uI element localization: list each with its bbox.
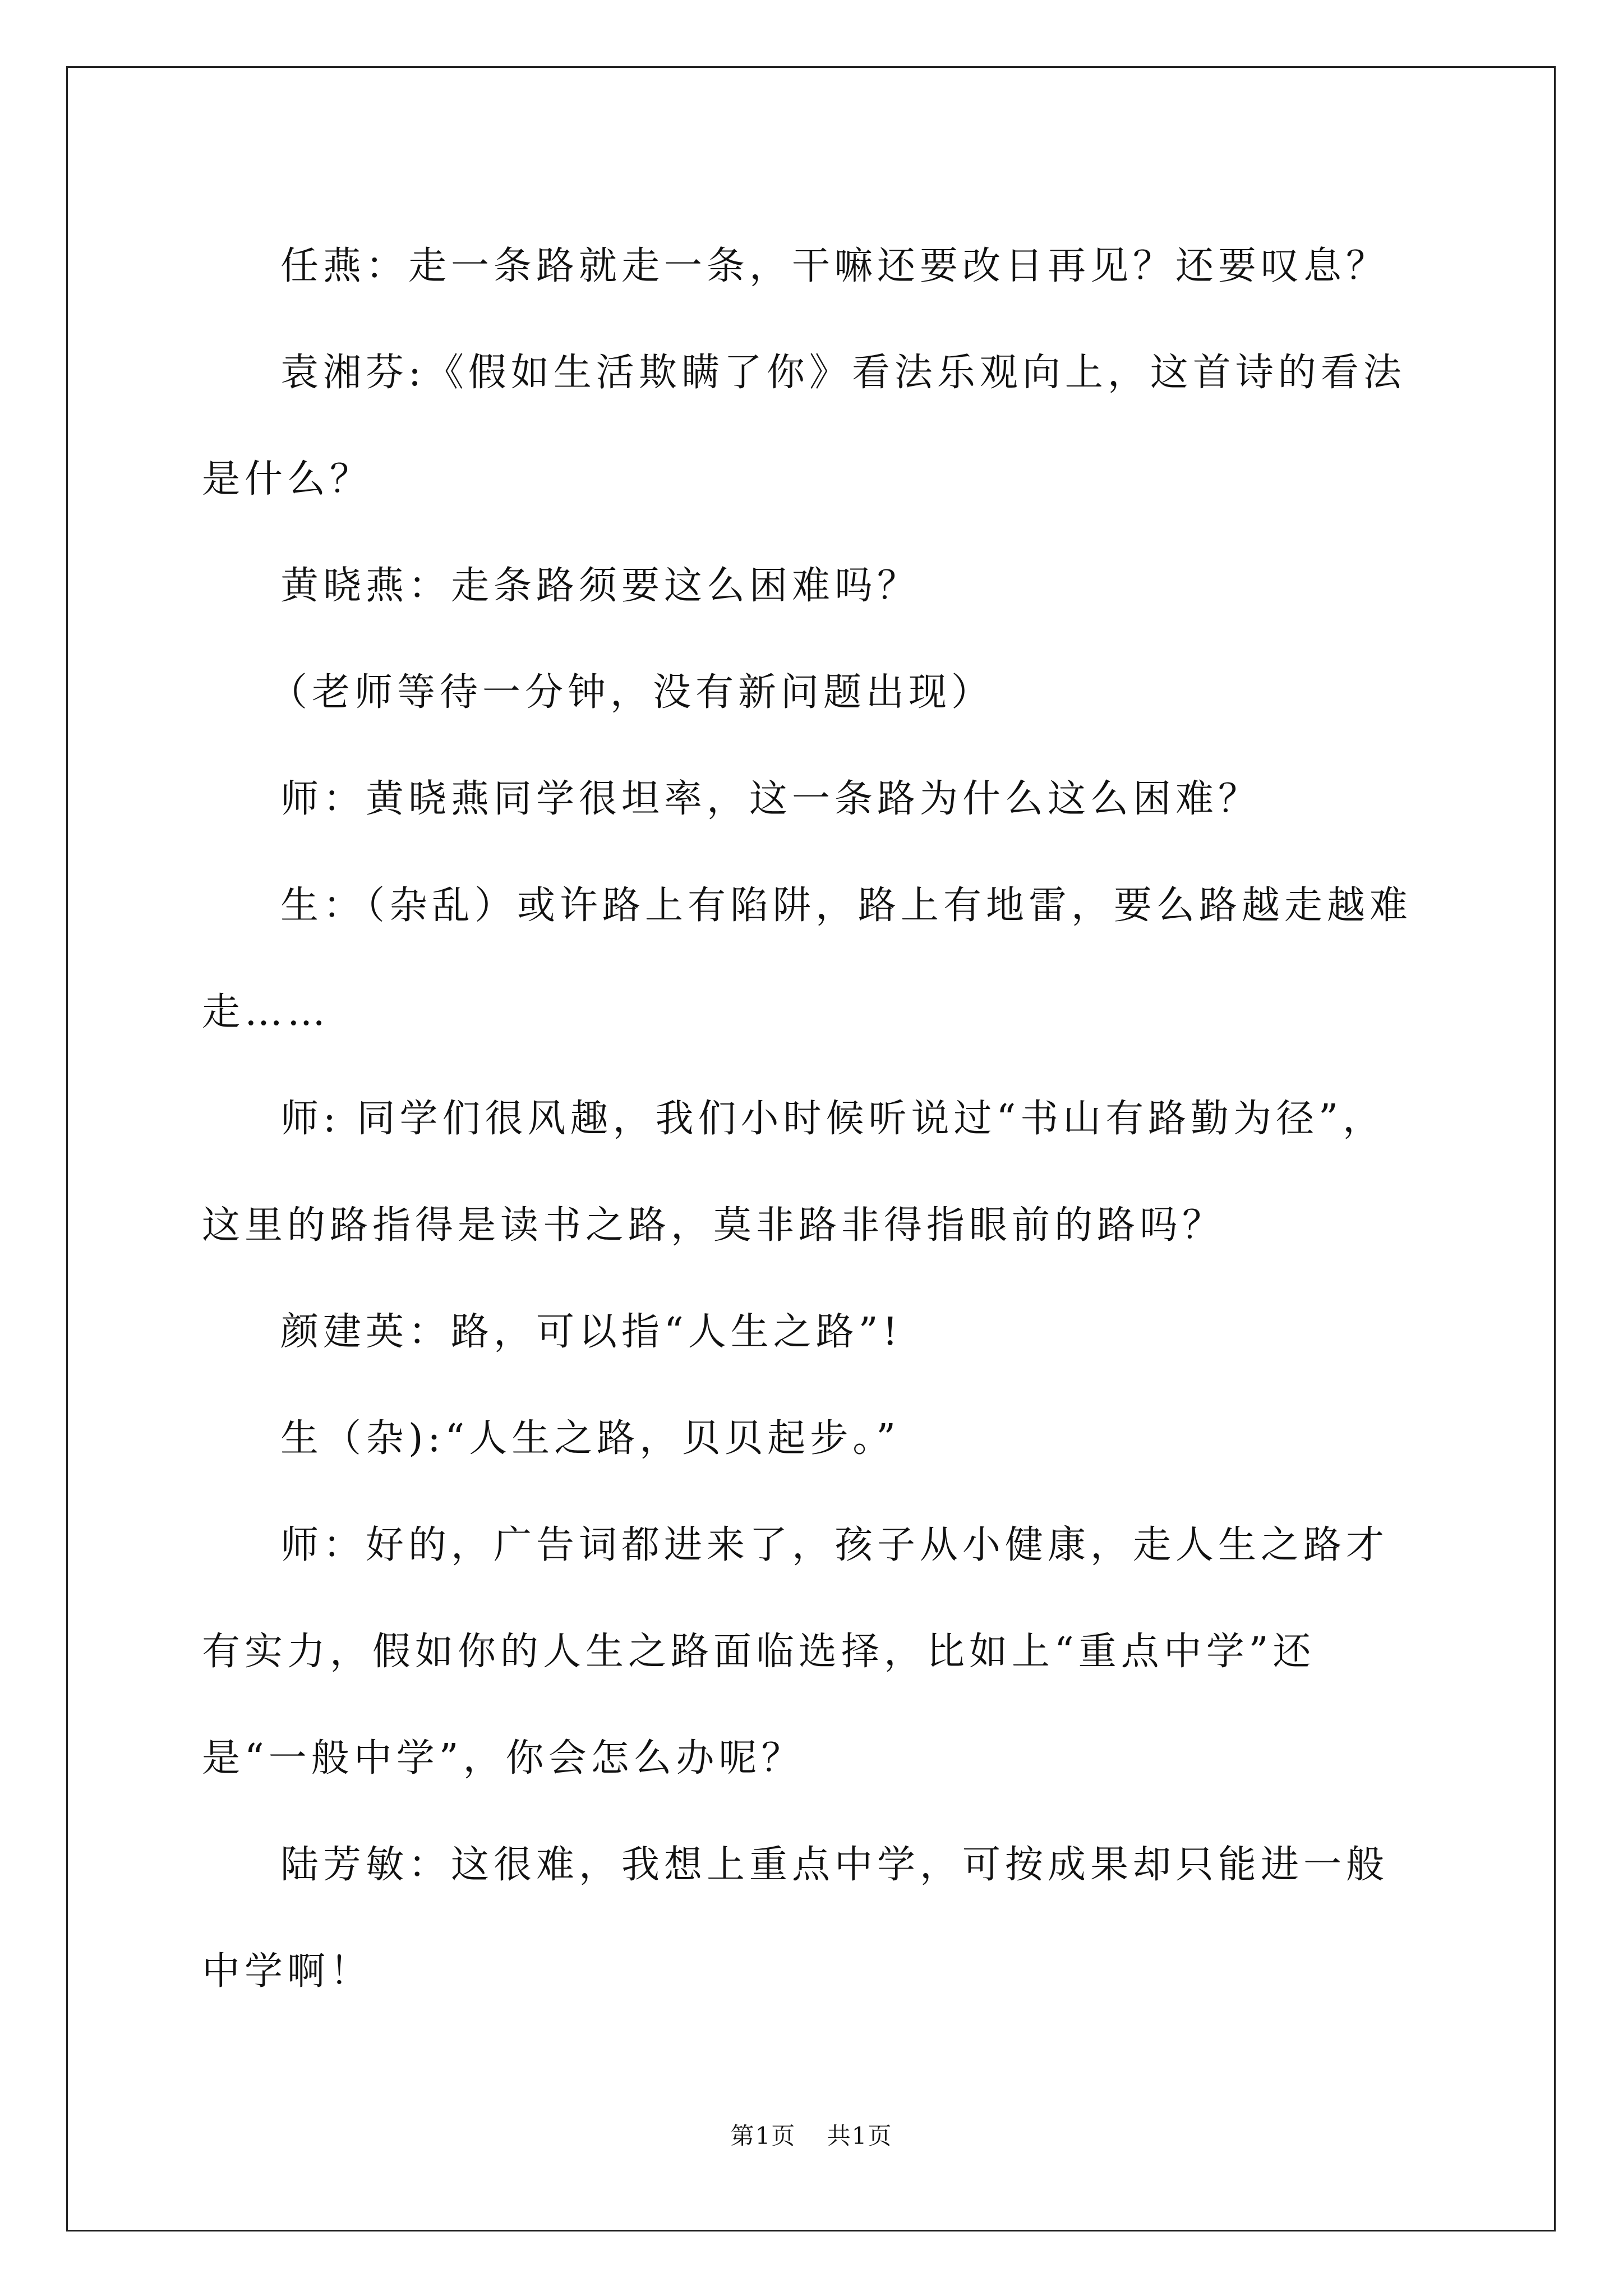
paragraph-3: 黄晓燕：走条路须要这么困难吗？: [280, 564, 920, 608]
document-body: [202, 213, 1424, 2025]
paragraph-9: 生（杂):“人生之路，贝贝起步。”: [280, 1416, 900, 1461]
paragraph-1: 任燕：走一条路就走一条，干嘛还要改日再见？还要叹息？: [280, 244, 1389, 288]
paragraph-2: 袁湘芬:《假如生活欺瞒了你》看法乐观向上，这首诗的看法是什么？: [202, 351, 1406, 501]
paragraph-5: 师：黄晓燕同学很坦率，这一条路为什么这么困难？: [280, 777, 1261, 821]
paragraph-7: 师: 同学们很风趣，我们小时候听说过“书山有路勤为径”，这里的路指得是读书之路，莫非路非得指眼前的路吗？: [202, 1097, 1386, 1248]
paragraph-6: 生：（杂乱）或许路上有陷阱，路上有地雷，要么路越走越难走……: [202, 884, 1413, 1034]
paragraph-11: 陆芳敏：这很难，我想上重点中学，可按成果却只能进一般中学啊！: [202, 1843, 1389, 1994]
page-total: 共1页: [827, 2122, 893, 2150]
paragraph-8: 颜建英：路，可以指“人生之路”!: [280, 1310, 902, 1354]
page-footer: [0, 2118, 1623, 2151]
paragraph-4: （老师等待一分钟，没有新问题出现）: [269, 670, 994, 715]
paragraph-10: 师：好的，广告词都进来了，孩子从小健康，走人生之路才有实力，假如你的人生之路面临选择，比如上“重点中学”还是“一般中学”，你会怎么办呢？: [202, 1523, 1389, 1780]
page-number: 第1页: [730, 2122, 796, 2150]
